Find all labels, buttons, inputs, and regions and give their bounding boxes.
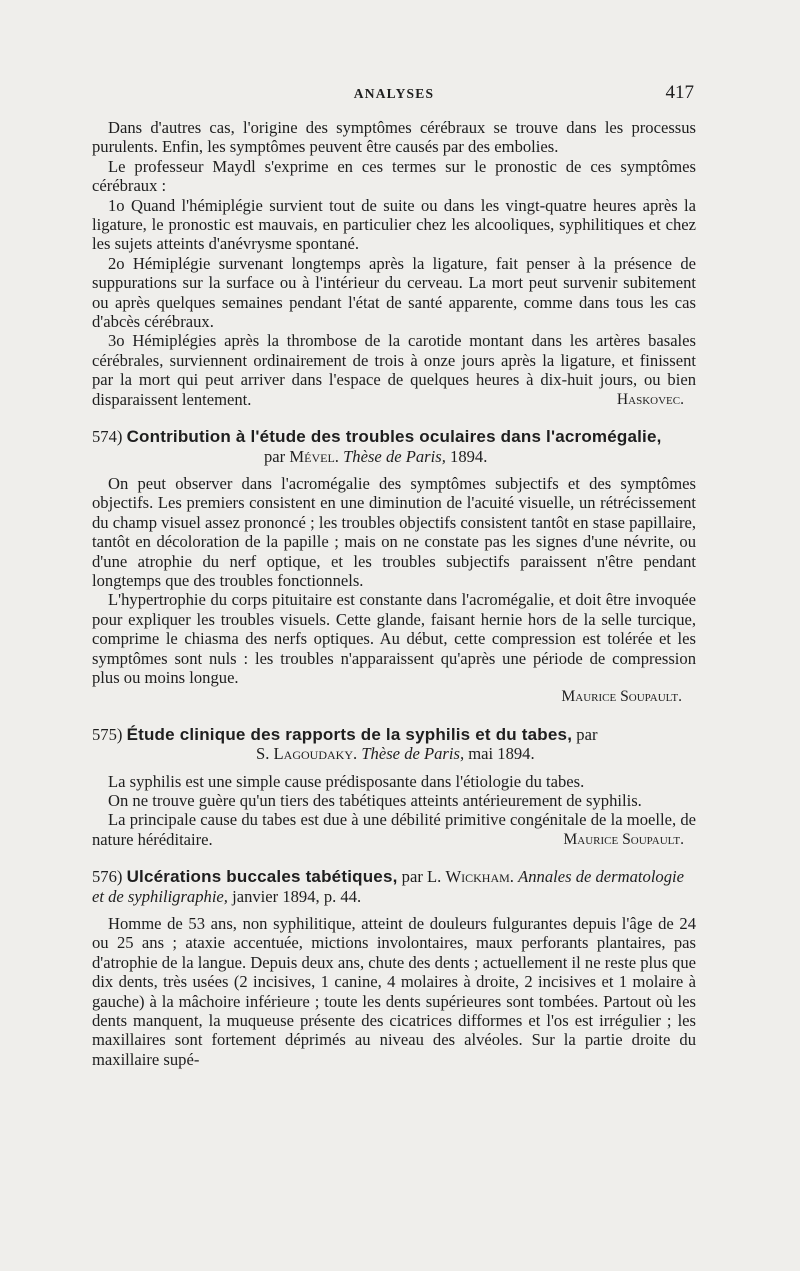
paragraph: 1o Quand l'hémiplégie survient tout de suite ou dans les vingt-quatre heures après la ligature, le pronostic est mauvais, en particulier chez les alcooliques, syphilitiques et chez les sujets atteints d'anévrysme spontané. — [92, 195, 696, 254]
paragraph: Homme de 53 ans, non syphilitique, atteint de douleurs fulgurantes depuis l'âge de 24 ou 25 ans ; ataxie accentuée, mictions involontaires, maux perforants plantaires, pas d'atrophie de la langue. Depuis deux ans, chute des dents ; actuellement il ne reste plus que dix dents, très usées (2 incisives, 1 canine, 4 molaires à droite, 2 incisives et 1 molaire à gauche) à la mâchoire inférieure ; toute les dents supérieures sont tombées. Partout où les dents manquent, la muqueuse présente des cicatrices difformes et l'os est irrégulier ; les maxillaires sont fortement déprimés au niveau des alvéoles. Sur la partie droite du maxillaire supé- — [92, 914, 696, 1069]
source-title: Thèse de Paris, — [343, 446, 446, 466]
byline-par: par — [576, 724, 598, 744]
source-title: Thèse de Paris, — [361, 744, 465, 764]
running-head: ANALYSES — [353, 86, 435, 101]
paragraph — [92, 810, 696, 849]
author-name: Lagoudaky. — [273, 744, 358, 764]
signature: Maurice Soupault. — [563, 830, 684, 848]
entry-number: 576) — [92, 867, 123, 887]
entry-heading: Étude clinique des rapports de la syphilis et du tabes, — [126, 724, 573, 744]
author-name: Mével. — [289, 446, 339, 466]
author-initial: S. — [256, 744, 270, 764]
page-header — [92, 82, 696, 110]
source-title: Annales de dermatologie et de syphiligraphie, — [92, 867, 684, 906]
entry-575-title — [92, 725, 696, 764]
byline-par: par L. — [401, 867, 442, 887]
paragraph: La syphilis est une simple cause prédisposante dans l'étiologie du tabes. — [108, 771, 585, 791]
entry-574-title — [92, 427, 696, 466]
page-body — [92, 118, 696, 1069]
entry-number: 575) — [92, 724, 123, 744]
paragraph: 2o Hémiplégie survenant longtemps après la ligature, fait penser à la présence de suppurations sur la surface ou à l'intérieur du cerveau. La mort peut survenir subitement ou après quelques semaines pendant l'état de santé apparente, comme dans tous les cas d'abcès cérébraux. — [92, 253, 696, 332]
signature: Maurice Soupault. — [561, 688, 682, 706]
paragraph: On ne trouve guère qu'un tiers des tabétiques atteints antérieurement de syphilis. — [108, 791, 642, 810]
paragraph: Le professeur Maydl s'exprime en ces termes sur le pronostic de ces symptômes cérébraux : — [92, 156, 696, 196]
entry-576-title — [92, 867, 696, 906]
page-number: 417 — [665, 82, 694, 103]
entry-byline — [92, 447, 696, 466]
entry-byline — [92, 744, 696, 763]
entry-number: 574) — [92, 427, 123, 447]
paragraph: L'hypertrophie du corps pituitaire est constante dans l'acromégalie, et doit être invoquée pour expliquer les troubles visuels. Cette glande, faisant hernie hors de la selle turcique, comprime le chiasma des nerfs optiques. Au début, cette compression est tolérée et les symptômes sont nuls : les troubles n'apparaissent qu'après une période de compression plus ou moins longue. — [92, 590, 696, 687]
source-year: janvier 1894, p. 44. — [232, 886, 362, 906]
paragraph-text: La principale cause du tabes est due à une débilité primitive congénitale de la moelle, de nature héréditaire. — [92, 810, 696, 849]
entry-heading: Ulcérations buccales tabétiques, — [126, 867, 398, 887]
byline-par: par — [264, 446, 286, 466]
paragraph: On peut observer dans l'acromégalie des symptômes subjectifs et des symptômes objectifs. Les premiers consistent en une diminution de l'acuité visuelle, un rétrécissement du champ visuel assez prononcé ; les troubles objectifs consistent tantôt en stase papillaire, tantôt en décoloration de la papille ; mais on ne constate pas les signes d'une névrite, ou d'une atrophie du nerf optique, et les troubles subjectifs paraissent n'être pendant longtemps que des troubles fonctionnels. — [92, 473, 696, 590]
author-name: Wickham. — [445, 867, 514, 887]
paragraph: Dans d'autres cas, l'origine des symptômes cérébraux se trouve dans les processus purulents. Enfin, les symptômes peuvent être causés par des embolies. — [92, 118, 696, 157]
entry-heading: Contribution à l'étude des troubles oculaires dans l'acromégalie, — [126, 427, 662, 447]
source-year: 1894. — [450, 446, 488, 466]
paragraph-text: 3o Hémiplégies après la thrombose de la carotide montant dans les artères basales cérébrales, surviennent ordinairement de trois à onze jours après la ligature, et finissent par la mort qui peut arriver dans l'espace de quelques heures à dix-huit jours, ou bien disparaissent lentement. — [92, 331, 696, 409]
paragraph — [92, 331, 696, 409]
signature: Haskovec. — [616, 390, 684, 408]
source-year: mai 1894. — [468, 744, 535, 764]
